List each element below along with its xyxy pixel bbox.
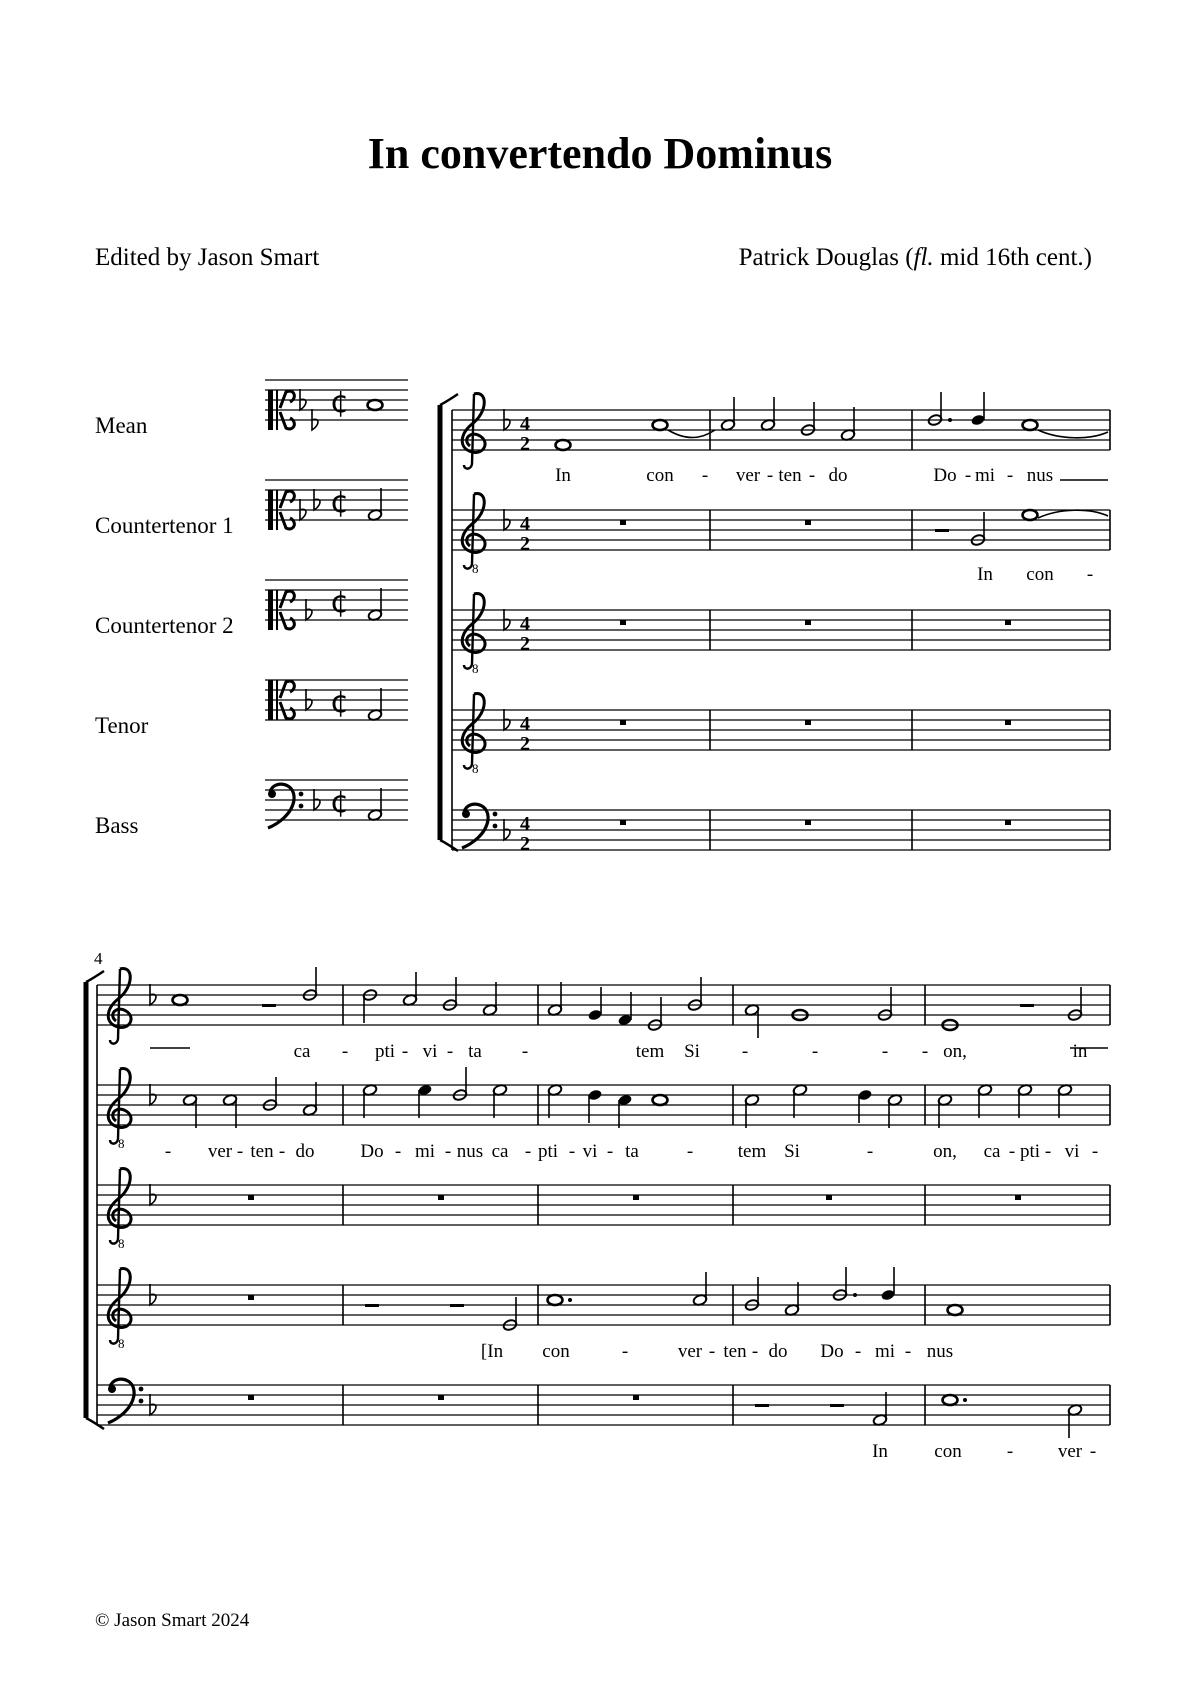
voice-label-countertenor-2: Countertenor 2 (95, 613, 234, 638)
lyric-syllable: pti (374, 1041, 396, 1062)
lyric-syllable: - (701, 465, 709, 486)
lyric-syllable: - (1089, 1441, 1097, 1462)
lyric-syllable: on, (943, 1041, 967, 1062)
lyric-syllable: Si (784, 1141, 800, 1162)
lyric-syllable: tem (737, 1141, 767, 1162)
lyric-syllable: ten (778, 465, 802, 486)
lyric-syllable: ver (735, 465, 761, 486)
lyric-syllable: - (278, 1141, 286, 1162)
svg-text:¢: ¢ (330, 685, 350, 720)
lyric-syllable: Si (684, 1041, 700, 1062)
lyric-syllable: ca (983, 1141, 1001, 1162)
lyric-syllable: vi (1064, 1141, 1080, 1162)
lyric-syllable: - (1086, 564, 1094, 585)
lyric-syllable: - (921, 1041, 929, 1062)
lyric-syllable: - (1006, 1441, 1014, 1462)
lyric-syllable: - (394, 1141, 402, 1162)
lyric-syllable: con (934, 1441, 962, 1462)
lyric-syllable: con (646, 465, 674, 486)
lyric-syllable: ten (250, 1141, 274, 1162)
lyric-syllable: ver (677, 1341, 703, 1362)
voice-label-bass: Bass (95, 813, 139, 838)
svg-text:8: 8 (472, 661, 479, 676)
lyric-syllable: - (686, 1141, 694, 1162)
copyright-notice: © Jason Smart 2024 (95, 1610, 250, 1631)
lyric-syllable: - (401, 1041, 409, 1062)
svg-text:¢: ¢ (330, 585, 350, 620)
lyric-syllable: - (446, 1041, 454, 1062)
svg-text:8: 8 (118, 1336, 125, 1351)
lyric-syllable: In (977, 564, 993, 585)
lyric-syllable: - (444, 1141, 452, 1162)
lyric-syllable: pti (1019, 1141, 1041, 1162)
svg-text:¢: ¢ (330, 785, 350, 820)
svg-text:4: 4 (520, 413, 530, 435)
lyric-syllable: ca (293, 1041, 311, 1062)
lyric-syllable: - (1044, 1141, 1052, 1162)
lyric-syllable: - (236, 1141, 244, 1162)
lyric-syllable: pti (537, 1141, 559, 1162)
lyric-syllable: - (881, 1041, 889, 1062)
svg-text:8: 8 (118, 1236, 125, 1251)
lyric-syllable: do (828, 465, 848, 486)
voice-label-countertenor-1: Countertenor 1 (95, 513, 234, 538)
voice-label-tenor: Tenor (95, 713, 149, 738)
composer-name: Patrick Douglas ( (738, 244, 914, 271)
svg-text:4: 4 (520, 613, 530, 635)
lyric-syllable: In (555, 465, 571, 486)
incipit-clefs (268, 385, 383, 828)
lyric-syllable: - (341, 1041, 349, 1062)
floruit-abbrev: fl. (913, 244, 934, 271)
svg-text:4: 4 (520, 813, 530, 835)
voice-label-mean: Mean (95, 413, 148, 438)
lyric-syllable: - (811, 1041, 819, 1062)
lyric-syllable: con (542, 1341, 570, 1362)
svg-text:8: 8 (472, 761, 479, 776)
svg-text:¢: ¢ (330, 385, 350, 420)
lyric-syllable: do (768, 1341, 788, 1362)
lyric-syllable: nus (1026, 465, 1054, 486)
measure-number: 4 (94, 949, 103, 968)
svg-text:2: 2 (520, 633, 530, 655)
lyric-syllable: Do (360, 1141, 384, 1162)
lyric-syllable: do (295, 1141, 315, 1162)
lyric-syllable: ver (207, 1141, 233, 1162)
lyric-syllable: - (766, 465, 774, 486)
lyric-syllable: Do (933, 465, 957, 486)
svg-text:2: 2 (520, 833, 530, 855)
lyric-syllable: - (1091, 1141, 1099, 1162)
lyric-syllable: - (964, 465, 972, 486)
lyric-syllable: ten (723, 1341, 747, 1362)
lyric-syllable: tem (635, 1041, 665, 1062)
lyric-syllable: - (621, 1341, 629, 1362)
svg-text:2: 2 (520, 533, 530, 555)
lyric-syllable: - (854, 1341, 862, 1362)
lyric-syllable: nus (926, 1341, 954, 1362)
svg-text:8: 8 (118, 1136, 125, 1151)
lyric-syllable: - (524, 1141, 532, 1162)
lyric-syllable: on, (933, 1141, 957, 1162)
lyric-syllable: In (872, 1441, 888, 1462)
editor-credit: Edited by Jason Smart (95, 244, 320, 271)
lyric-syllable: - (568, 1141, 576, 1162)
svg-text:8: 8 (472, 561, 479, 576)
lyric-syllable: - (1006, 465, 1014, 486)
lyric-syllable: mi (414, 1141, 436, 1162)
lyric-syllable: - (741, 1041, 749, 1062)
lyric-syllable: con (1026, 564, 1054, 585)
lyric-syllable: - (904, 1341, 912, 1362)
composer-dates: mid 16th cent.) (933, 244, 1092, 271)
lyric-syllable: - (866, 1141, 874, 1162)
lyric-syllable: ver (1057, 1441, 1083, 1462)
lyric-syllable: - (708, 1341, 716, 1362)
lyric-syllable: - (164, 1141, 172, 1162)
system-1 (440, 392, 1110, 855)
lyric-syllable: - (751, 1341, 759, 1362)
lyric-syllable: ta (468, 1041, 482, 1062)
system-2 (86, 967, 1110, 1438)
svg-text:2: 2 (520, 433, 530, 455)
lyric-syllable: mi (974, 465, 996, 486)
composer-credit (739, 244, 1092, 272)
lyric-syllable: nus (456, 1141, 484, 1162)
page-title: In convertendo Dominus (367, 129, 833, 178)
lyric-syllable: - (1008, 1141, 1016, 1162)
svg-text:4: 4 (520, 713, 530, 735)
lyric-syllable: vi (582, 1141, 598, 1162)
lyrics (165, 465, 1098, 1462)
lyric-syllable: - (606, 1141, 614, 1162)
lyric-syllable: ca (491, 1141, 509, 1162)
lyric-syllable: vi (422, 1041, 438, 1062)
lyric-syllable: - (521, 1041, 529, 1062)
lyric-syllable: [In (480, 1341, 504, 1362)
lyric-syllable: ta (625, 1141, 639, 1162)
svg-text:¢: ¢ (330, 485, 350, 520)
svg-text:2: 2 (520, 733, 530, 755)
lyric-syllable: mi (874, 1341, 896, 1362)
lyric-syllable: Do (820, 1341, 844, 1362)
svg-text:4: 4 (520, 513, 530, 535)
lyric-syllable: in (1072, 1041, 1088, 1062)
lyric-syllable: - (808, 465, 816, 486)
